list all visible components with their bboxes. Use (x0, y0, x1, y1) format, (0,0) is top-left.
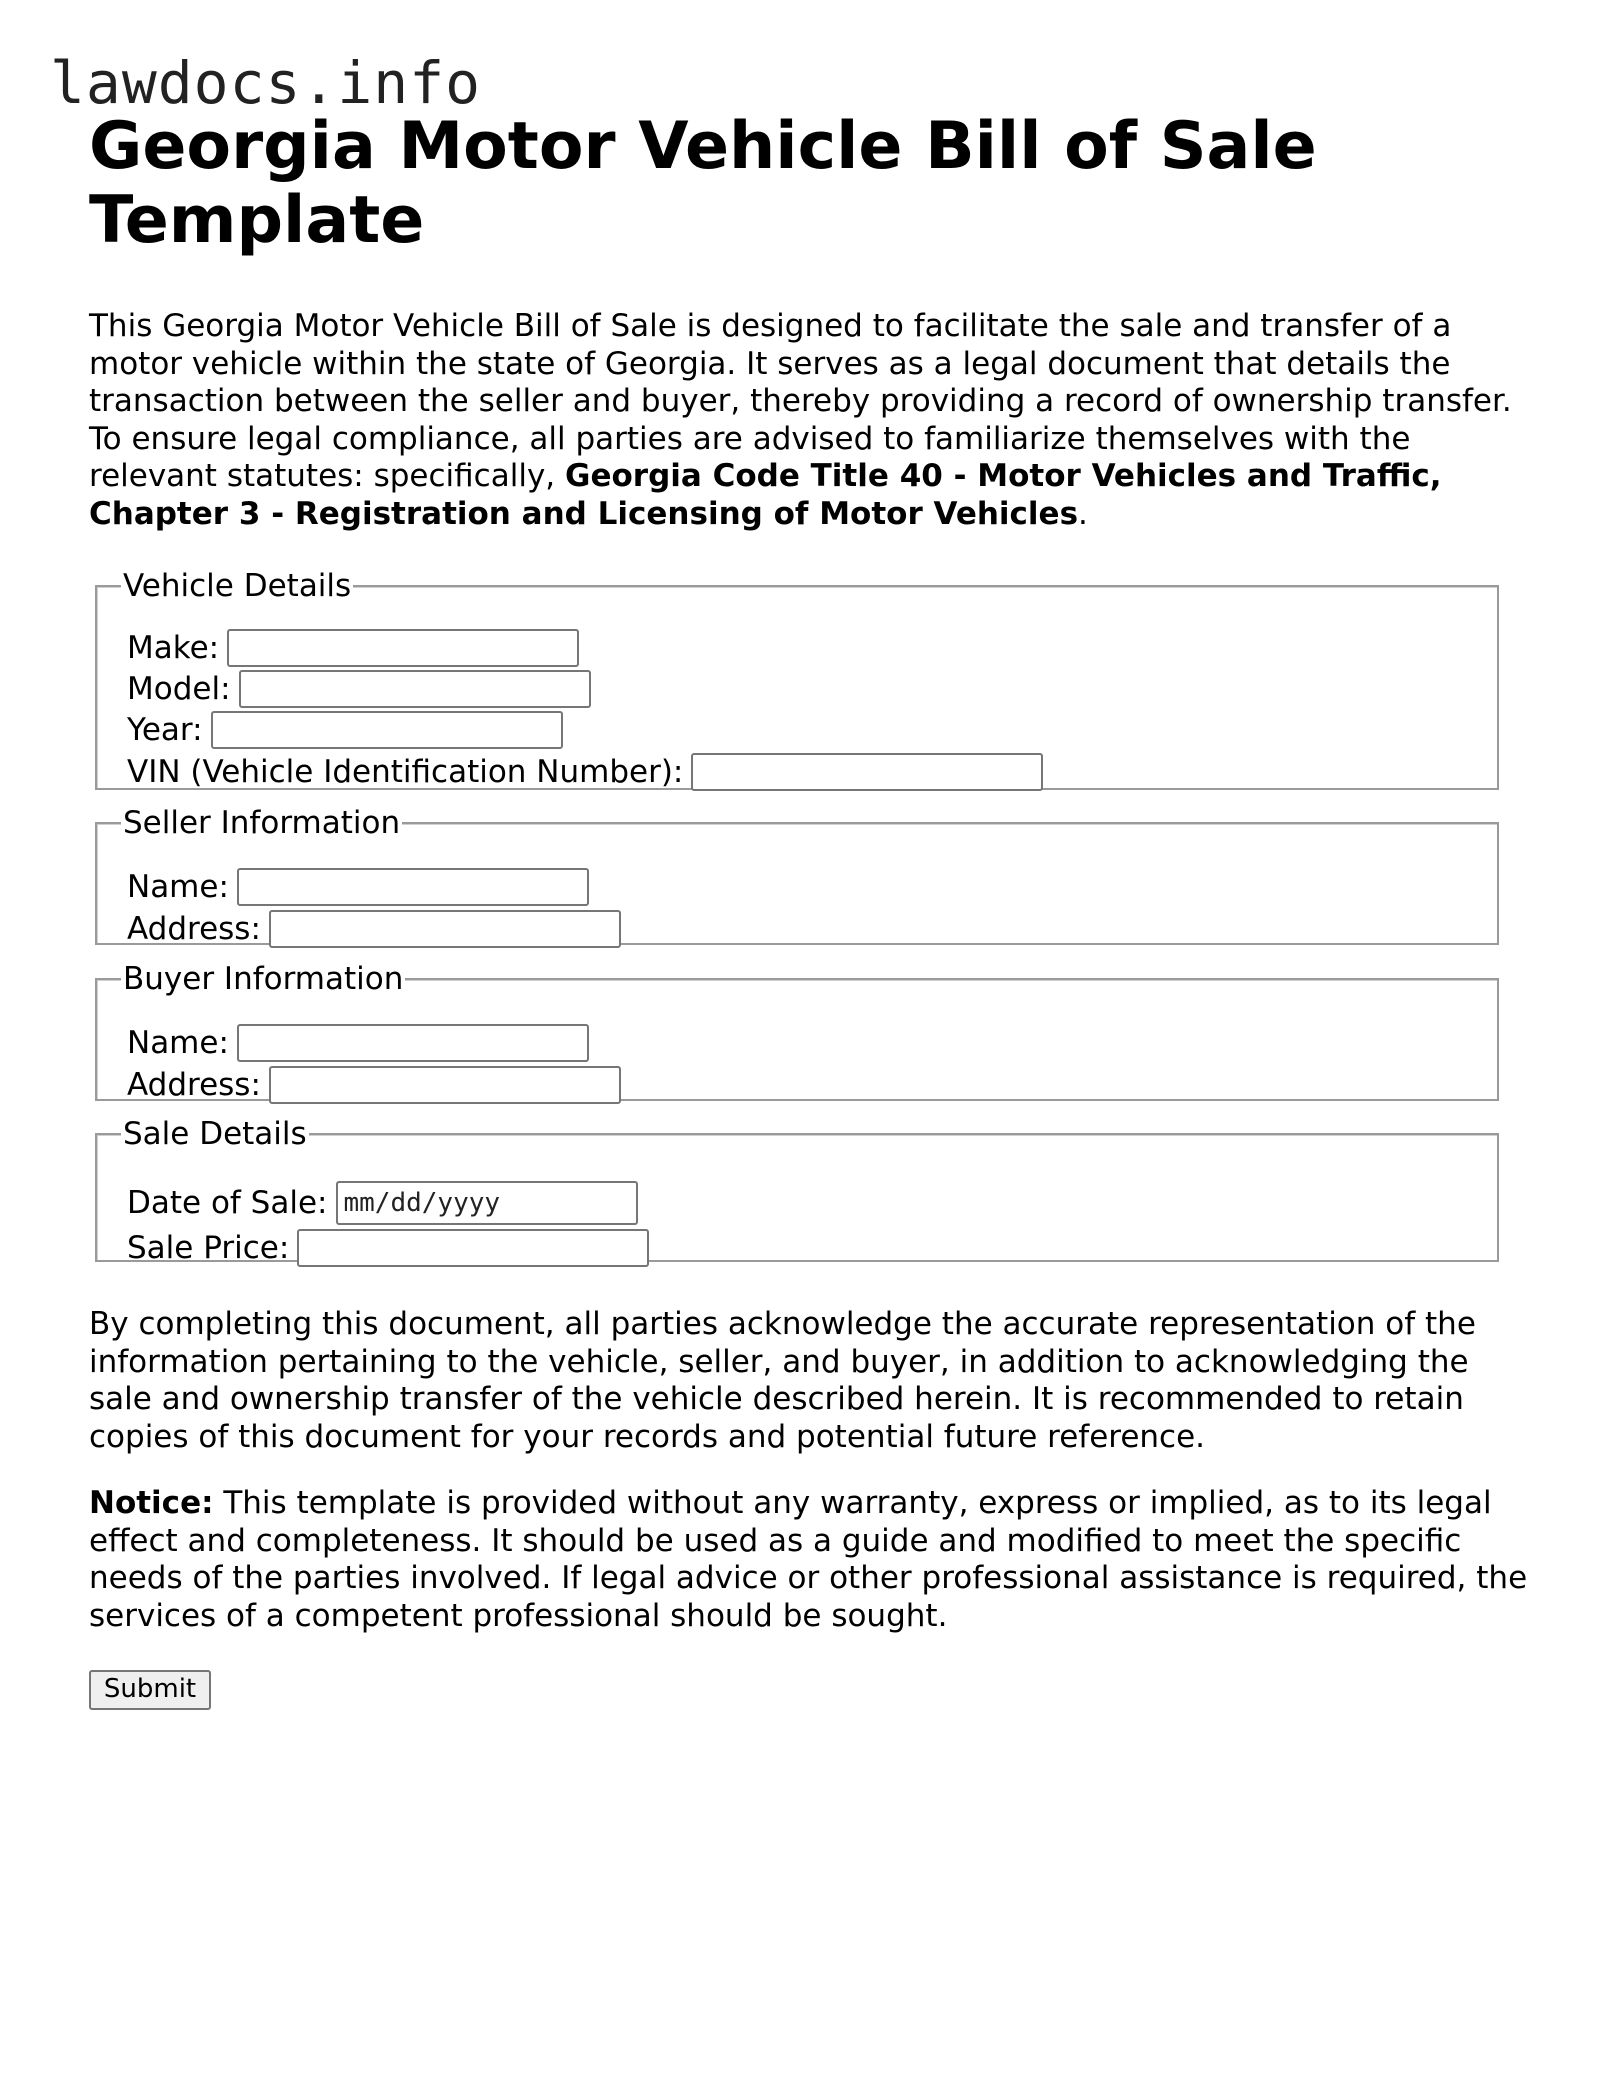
page-title: Georgia Motor Vehicle Bill of Sale Template (89, 109, 1317, 258)
sale-price-row (127, 1228, 649, 1268)
vin-row (127, 752, 1043, 792)
buyer-address-input[interactable] (269, 1066, 621, 1104)
model-input[interactable] (239, 670, 591, 708)
seller-name-input[interactable] (237, 868, 589, 906)
model-label: Model: (127, 671, 231, 707)
sale-price-label: Sale Price: (127, 1230, 290, 1266)
buyer-information-fieldset (95, 963, 1499, 1101)
sale-date-input[interactable]: mm/dd/yyyy (336, 1181, 638, 1225)
seller-name-row (127, 867, 589, 907)
closing-paragraph: By completing this document, all parties acknowledge the accurate representation of the information pertaining to the vehicle, seller, and buyer, in addition to acknowledging the sale and ownership transfer of the vehicle described herein. It is recommended to retain copies of this document for your records and potential future reference. (89, 1306, 1476, 1455)
intro-end: . (1078, 495, 1088, 532)
sale-details-fieldset (95, 1116, 1499, 1266)
notice-text: This template is provided without any warranty, express or implied, as to its legal effect and completeness. It should be used as a guide and modified to meet the specific needs of the parties involved. If legal advice or other professional assistance is required, the services of a competent professional should be sought. (89, 1485, 1528, 1634)
submit-button[interactable]: Submit (89, 1670, 211, 1710)
buyer-name-input[interactable] (237, 1024, 589, 1062)
vehicle-details-fieldset (95, 570, 1499, 790)
notice-paragraph (89, 1485, 1539, 1635)
vin-input[interactable] (691, 753, 1043, 791)
buyer-address-label: Address: (127, 1067, 261, 1103)
buyer-information-legend: Buyer Information (123, 961, 404, 997)
make-label: Make: (127, 630, 220, 666)
notice-label: Notice: (89, 1485, 214, 1521)
document-page (89, 109, 1529, 1704)
seller-name-label: Name: (127, 869, 229, 905)
seller-information-legend: Seller Information (123, 805, 401, 841)
year-label: Year: (127, 712, 203, 748)
intro-text: This Georgia Motor Vehicle Bill of Sale is designed to facilitate the sale and transfer of a motor vehicle within the state of Georgia. It serves as a legal document that details the transaction between the seller and buyer, thereby providing a record of ownership transfer. To ensure legal compliance, all parties are advised to familiarize themselves with the relevant statutes: specifically, (89, 308, 1512, 495)
model-row (127, 669, 591, 709)
seller-address-input[interactable] (269, 910, 621, 948)
vehicle-details-legend: Vehicle Details (123, 568, 352, 604)
make-row (127, 628, 579, 668)
buyer-name-row (127, 1023, 589, 1063)
seller-address-label: Address: (127, 911, 261, 947)
intro-paragraph (89, 308, 1539, 534)
statute-reference: Georgia Code Title 40 - Motor Vehicles and Traffic, Chapter 3 - Registration and Licensing of Motor Vehicles (89, 458, 1442, 532)
buyer-name-label: Name: (127, 1025, 229, 1061)
year-row (127, 710, 563, 750)
sale-date-label: Date of Sale: (127, 1185, 328, 1221)
seller-address-row (127, 909, 621, 949)
year-input[interactable] (211, 711, 563, 749)
buyer-address-row (127, 1065, 621, 1105)
site-watermark: lawdocs.info (50, 49, 482, 117)
sale-details-legend: Sale Details (123, 1116, 307, 1152)
vin-label: VIN (Vehicle Identification Number): (127, 754, 684, 790)
sale-date-row (127, 1180, 638, 1226)
make-input[interactable] (227, 629, 579, 667)
sale-price-input[interactable] (297, 1229, 649, 1267)
seller-information-fieldset (95, 807, 1499, 945)
